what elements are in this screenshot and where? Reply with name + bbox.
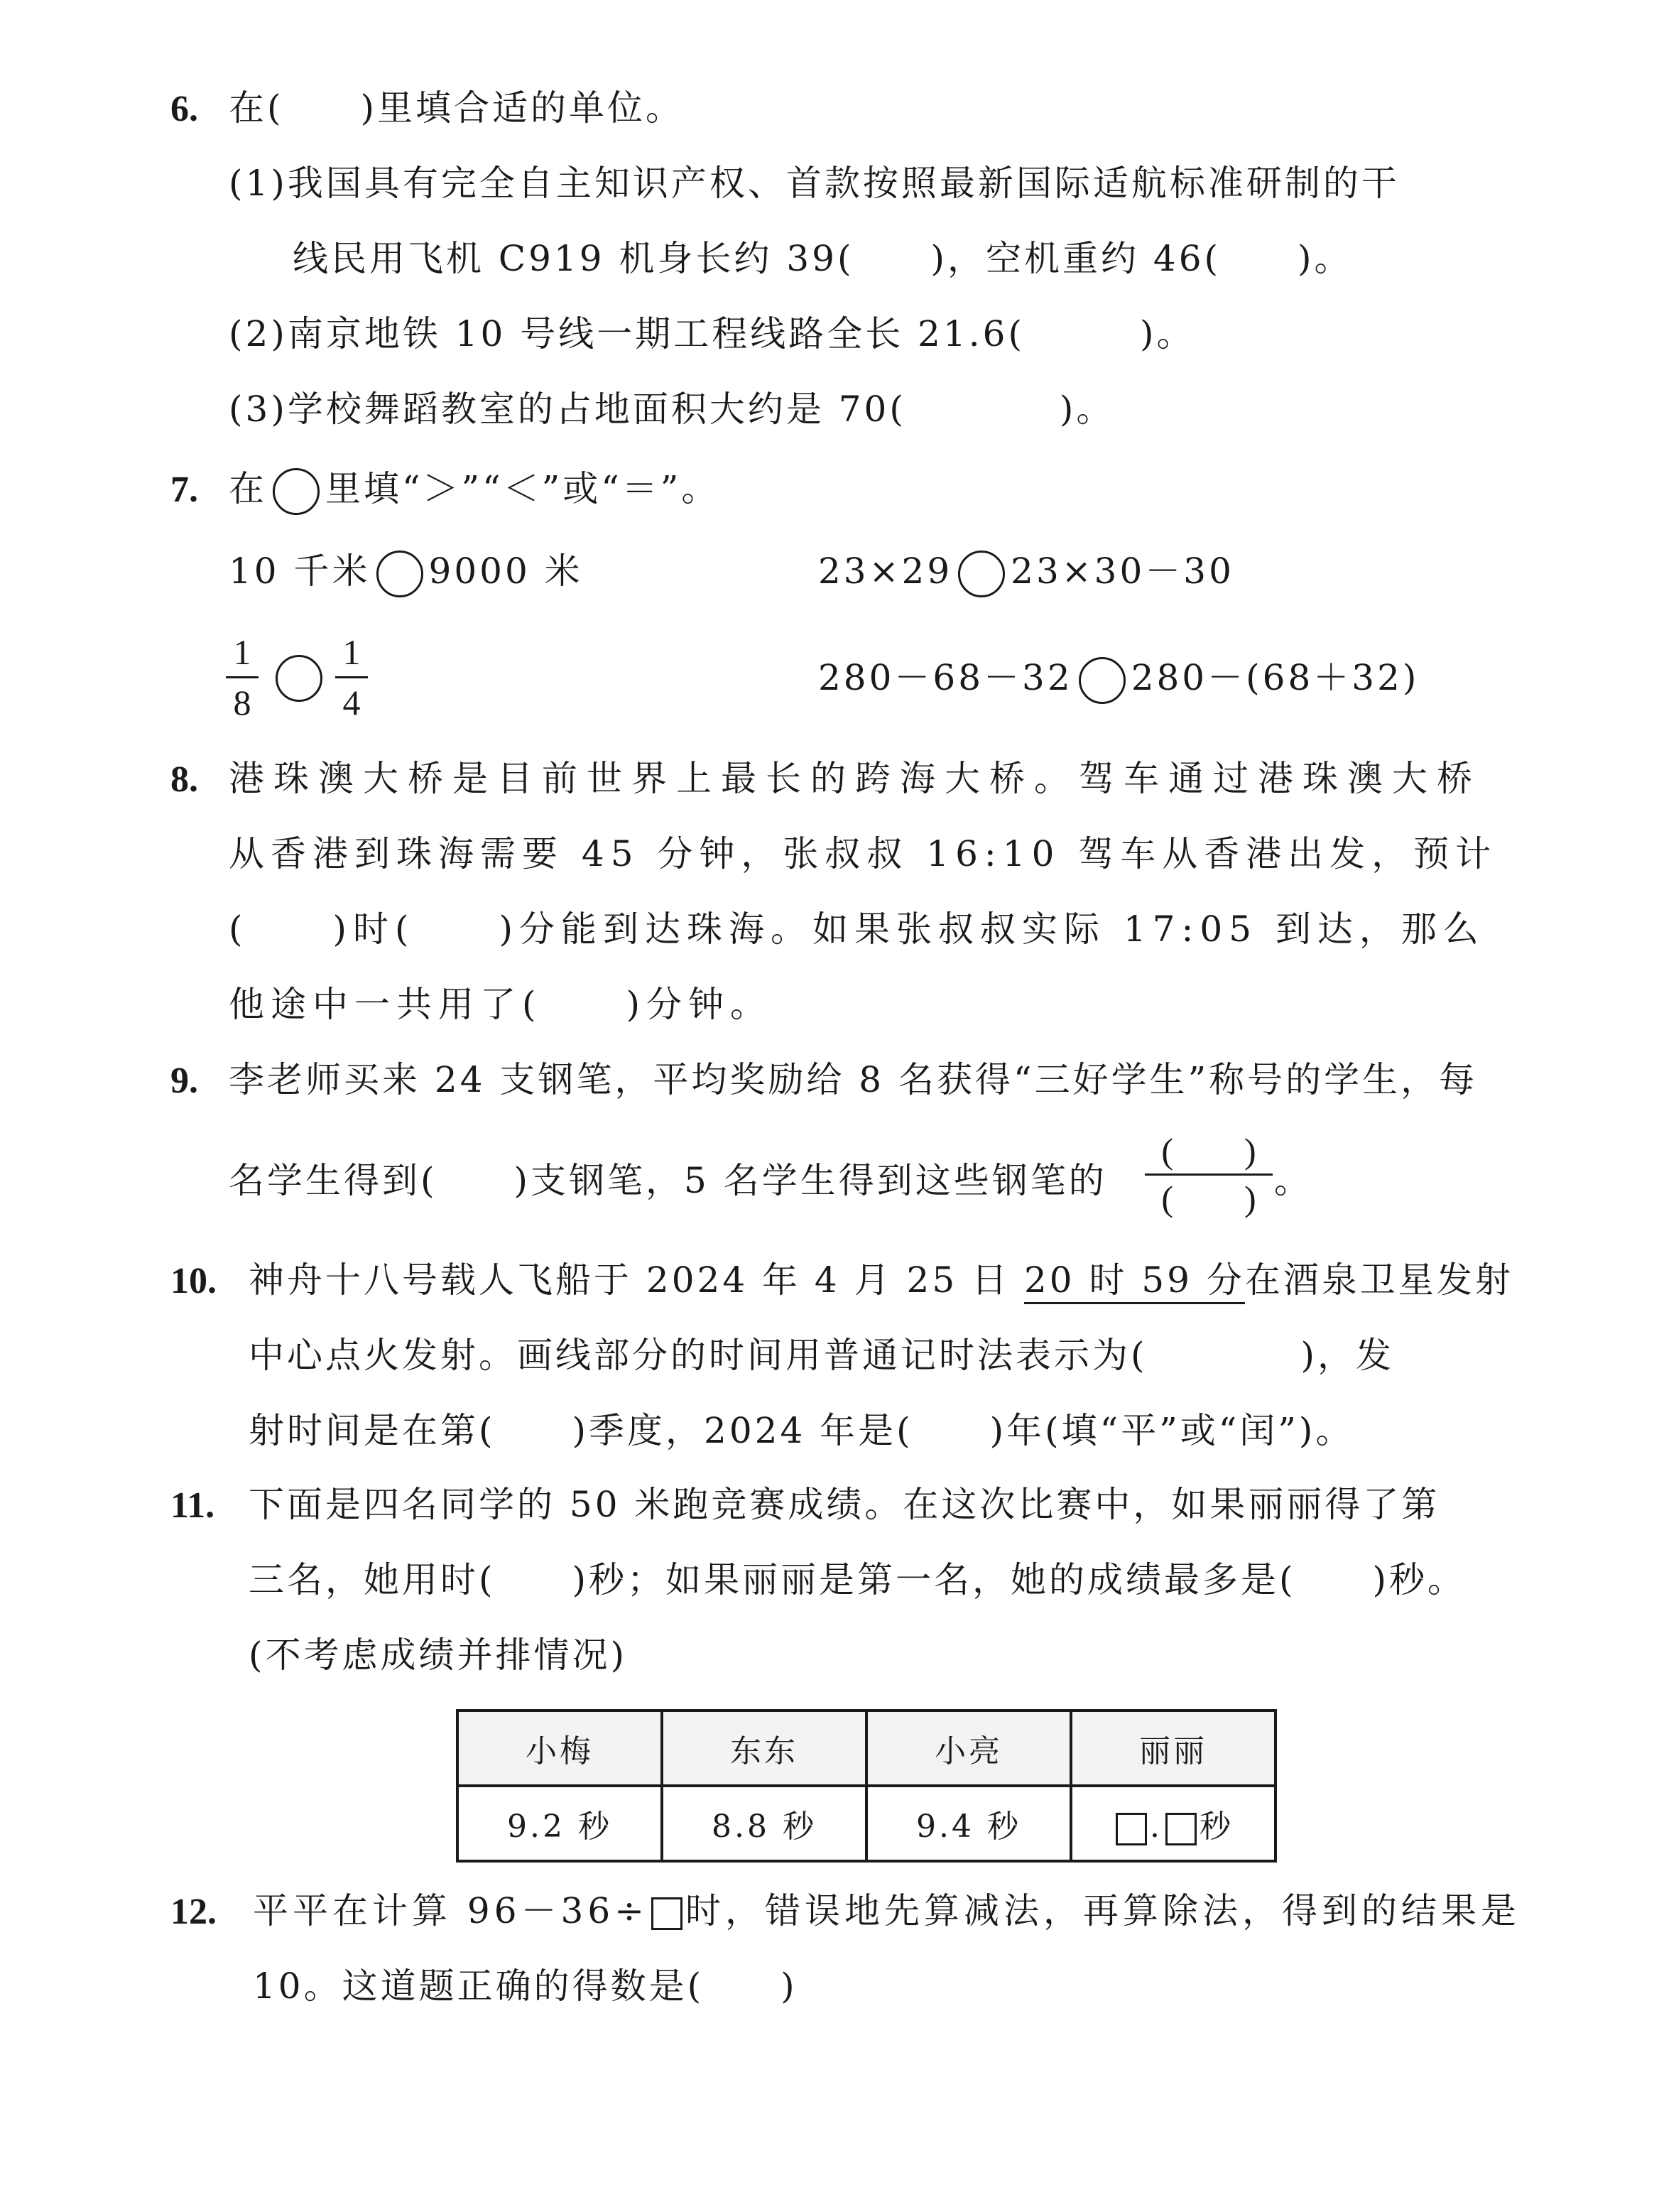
fraction-denominator-blank: ( ) bbox=[1161, 1178, 1256, 1218]
question-9-period: 。 bbox=[1274, 1160, 1312, 1201]
lili-unit: 秒 bbox=[1200, 1809, 1234, 1845]
question-11-line-3: (不考虑成绩并排情况) bbox=[249, 1634, 628, 1676]
compare-d-right: 280－(68＋32) bbox=[1131, 657, 1420, 698]
fraction-denominator: 8 bbox=[233, 683, 251, 722]
question-6-part-3: (3)学校舞蹈教室的占地面积大约是 70( )。 bbox=[229, 389, 1115, 430]
underlined-time: 20 时 59 分 bbox=[1024, 1259, 1245, 1304]
fraction-denominator: 4 bbox=[342, 683, 361, 722]
value-cell: 8.8 秒 bbox=[662, 1786, 866, 1861]
question-12-line-1-end: 时，错误地先算减法，再算除法，得到的结果是 bbox=[685, 1890, 1521, 1931]
digit-box-tenths[interactable] bbox=[1165, 1813, 1197, 1845]
fraction-one-quarter bbox=[335, 632, 368, 722]
question-10-line-3: 射时间是在第( )季度，2024 年是( )年(填“平”或“闰”)。 bbox=[249, 1410, 1354, 1451]
compare-a-circle[interactable] bbox=[376, 551, 423, 597]
question-11-line-1: 下面是四名同学的 50 米跑竞赛成绩。在这次比赛中，如果丽丽得了第 bbox=[249, 1484, 1440, 1525]
question-10-line-1 bbox=[249, 1259, 1513, 1301]
question-11-line-2: 三名，她用时( )秒；如果丽丽是第一名，她的成绩最多是( )秒。 bbox=[249, 1559, 1467, 1600]
table-header-row bbox=[457, 1710, 1275, 1786]
question-12-number: 12. bbox=[170, 1892, 217, 1932]
header-cell: 丽丽 bbox=[1071, 1710, 1275, 1786]
compare-a-left: 10 千米 bbox=[229, 551, 371, 592]
fraction-bar bbox=[335, 676, 368, 678]
question-6-stem: 在( )里填合适的单位。 bbox=[229, 87, 685, 129]
divisor-box[interactable] bbox=[651, 1897, 682, 1930]
question-10-line-1-start: 神舟十八号载人飞船于 2024 年 4 月 25 日 bbox=[249, 1259, 1024, 1301]
compare-row-b bbox=[818, 550, 1234, 597]
compare-b-circle[interactable] bbox=[958, 551, 1005, 597]
question-6-part-1-line-2: 线民用飞机 C919 机身长约 39( )，空机重约 46( )。 bbox=[293, 238, 1353, 279]
fraction-bar bbox=[226, 676, 259, 678]
question-12-line-1-start: 平平在计算 96－36÷ bbox=[253, 1890, 649, 1931]
question-8-line-3: ( )时( )分能到达珠海。如果张叔叔实际 17:05 到达，那么 bbox=[229, 909, 1485, 950]
header-cell: 小梅 bbox=[457, 1710, 662, 1786]
question-9-blank-fraction[interactable] bbox=[1145, 1132, 1273, 1217]
decimal-point: . bbox=[1150, 1809, 1163, 1845]
compare-row-d bbox=[818, 656, 1419, 704]
question-6-number: 6. bbox=[170, 89, 198, 129]
question-9-line-2: 名学生得到( )支钢笔，5 名学生得到这些钢笔的 bbox=[229, 1160, 1107, 1201]
question-12-line-2: 10。这道题正确的得数是( ) bbox=[253, 1966, 798, 2007]
question-7-stem bbox=[229, 467, 719, 515]
fraction-numerator-blank: ( ) bbox=[1161, 1131, 1256, 1171]
question-6-part-1-line-1: (1)我国具有完全自主知识产权、首款按照最新国际适航标准研制的干 bbox=[229, 163, 1400, 204]
comparison-circle-icon bbox=[273, 468, 320, 515]
question-10-line-2: 中心点火发射。画线部分的时间用普通记时法表示为( )，发 bbox=[249, 1335, 1395, 1376]
question-9-number: 9. bbox=[170, 1061, 198, 1101]
fraction-numerator: 1 bbox=[342, 632, 361, 672]
fraction-numerator: 1 bbox=[233, 632, 251, 672]
question-8-number: 8. bbox=[170, 759, 198, 800]
question-6-part-2: (2)南京地铁 10 号线一期工程线路全长 21.6( )。 bbox=[229, 313, 1195, 354]
compare-d-circle[interactable] bbox=[1079, 657, 1126, 704]
question-8-line-4: 他途中一共用了( )分钟。 bbox=[229, 984, 773, 1025]
question-7-stem-suffix: 里填“＞”“＜”或“＝”。 bbox=[325, 468, 720, 509]
question-12-line-1 bbox=[253, 1890, 1521, 1932]
compare-b-right: 23×30－30 bbox=[1011, 551, 1234, 592]
fraction-bar bbox=[1145, 1173, 1273, 1176]
compare-d-left: 280－68－32 bbox=[818, 657, 1073, 698]
question-8-line-1: 港珠澳大桥是目前世界上最长的跨海大桥。驾车通过港珠澳大桥 bbox=[229, 758, 1481, 799]
value-cell: 9.2 秒 bbox=[457, 1786, 662, 1861]
header-cell: 小亮 bbox=[866, 1710, 1071, 1786]
compare-a-right: 9000 米 bbox=[428, 551, 583, 592]
question-8-line-2: 从香港到珠海需要 45 分钟，张叔叔 16:10 驾车从香港出发，预计 bbox=[229, 833, 1498, 874]
question-7-stem-prefix: 在 bbox=[229, 468, 267, 509]
compare-b-left: 23×29 bbox=[818, 551, 953, 592]
value-cell: 9.4 秒 bbox=[866, 1786, 1071, 1861]
header-cell: 东东 bbox=[662, 1710, 866, 1786]
compare-c-circle[interactable] bbox=[276, 655, 322, 702]
race-results-table bbox=[456, 1709, 1277, 1863]
question-11-number: 11. bbox=[170, 1485, 215, 1526]
table-row bbox=[457, 1786, 1275, 1861]
lili-value-cell bbox=[1071, 1786, 1275, 1861]
question-9-line-1: 李老师买来 24 支钢笔，平均奖励给 8 名获得“三好学生”称号的学生，每 bbox=[229, 1059, 1478, 1100]
digit-box-ones[interactable] bbox=[1116, 1813, 1147, 1845]
compare-row-a bbox=[229, 550, 583, 597]
question-7-number: 7. bbox=[170, 470, 198, 510]
fraction-one-eighth bbox=[226, 632, 259, 722]
question-10-number: 10. bbox=[170, 1261, 217, 1301]
question-10-line-1-end: 在酒泉卫星发射 bbox=[1244, 1259, 1513, 1301]
